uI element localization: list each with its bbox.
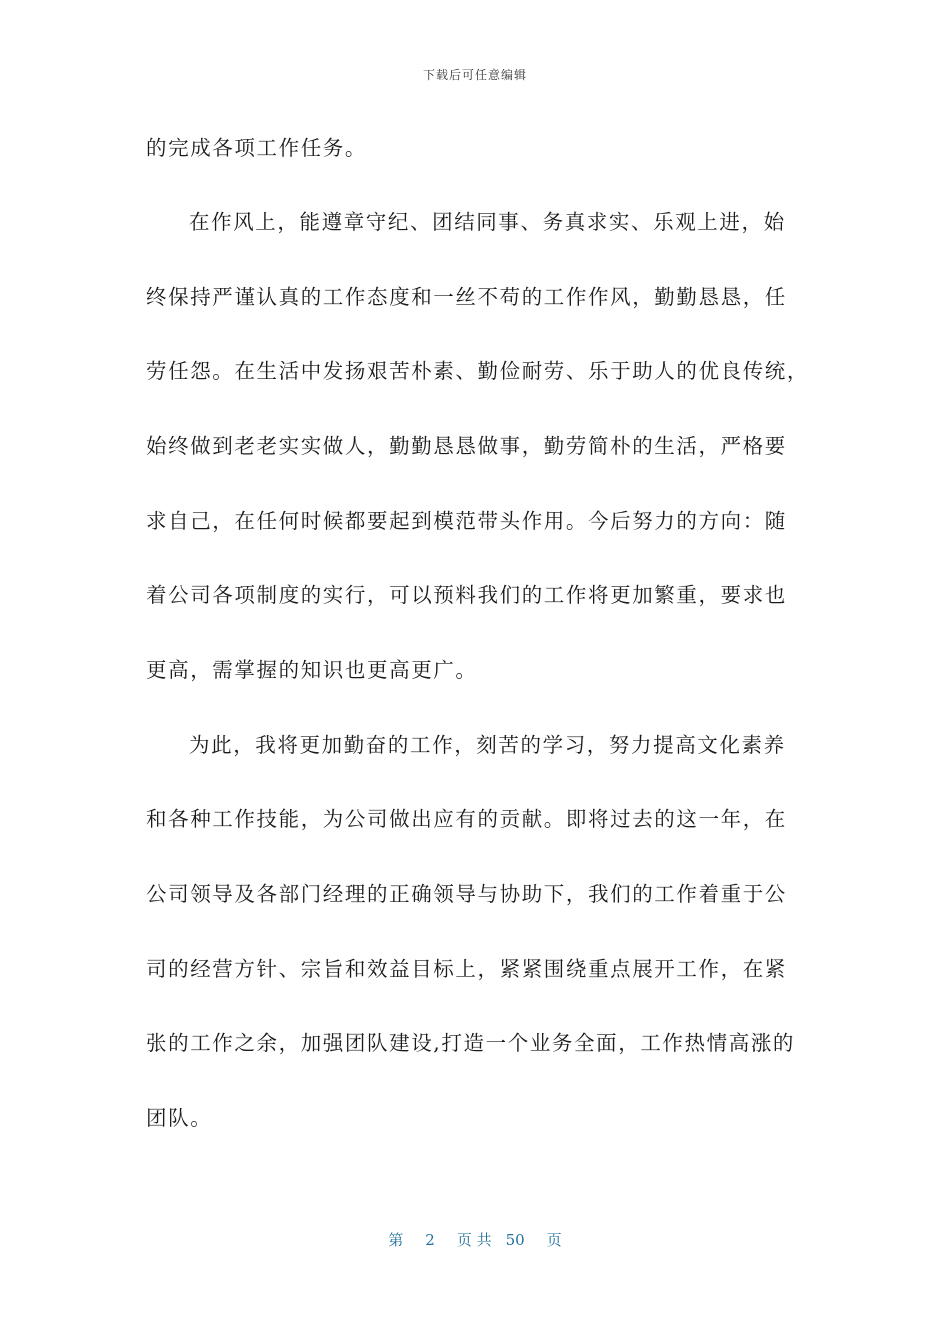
total-page-count: 50 [505, 1231, 525, 1249]
text-line: 着公司各项制度的实行，可以预料我们的工作将更加繁重，要求也 [146, 583, 787, 607]
text-line: 劳任怨。在生活中发扬艰苦朴素、勤俭耐劳、乐于助人的优良传统， [146, 359, 809, 383]
text-line: 终保持严谨认真的工作态度和一丝不苟的工作作风，勤勤恳恳，任 [146, 285, 787, 309]
text-line: 始终做到老老实实做人，勤勤恳恳做事，勤劳简朴的生活，严格要 [146, 434, 787, 458]
text-line: 求自己，在任何时候都要起到模范带头作用。今后努力的方向：随 [146, 509, 787, 533]
page-footer [0, 1229, 950, 1250]
page-header-note: 下载后可任意编辑 [422, 68, 527, 82]
text-line: 张的工作之余，加强团队建设,打造一个业务全面，工作热情高涨的 [146, 1031, 796, 1055]
footer-suffix: 页 [546, 1231, 562, 1249]
text-line: 团队。 [146, 1106, 213, 1130]
paragraph-start-line: 为此，我将更加勤奋的工作，刻苦的学习，努力提高文化素养 [189, 733, 786, 757]
footer-middle: 页 共 [456, 1231, 492, 1249]
text-line: 的完成各项工作任务。 [146, 136, 367, 160]
paragraph-start-line: 在作风上，能遵章守纪、团结同事、务真求实、乐观上进，始 [189, 210, 786, 234]
text-line: 和各种工作技能，为公司做出应有的贡献。即将过去的这一年，在 [146, 807, 787, 831]
footer-prefix: 第 [388, 1231, 404, 1249]
text-line: 公司领导及各部门经理的正确领导与协助下，我们的工作着重于公 [146, 882, 787, 906]
current-page-number: 2 [425, 1231, 435, 1249]
text-line: 更高，需掌握的知识也更高更广。 [146, 658, 478, 682]
text-line: 司的经营方针、宗旨和效益目标上，紧紧围绕重点展开工作，在紧 [146, 957, 787, 981]
